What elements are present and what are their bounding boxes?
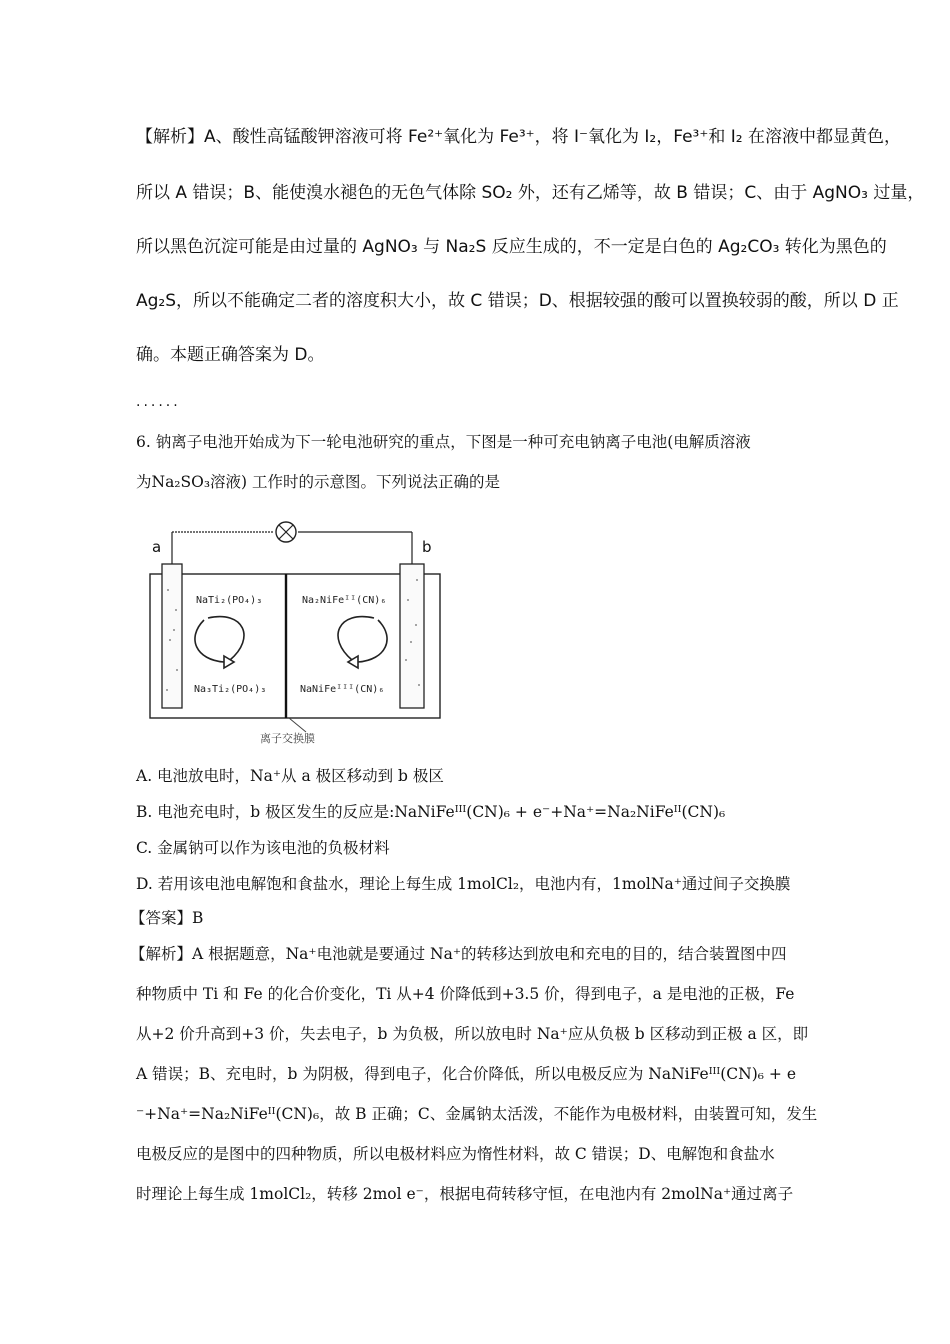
question-stem-line-2: 为Na₂SO₃溶液) 工作时的示意图。下列说法正确的是	[136, 473, 501, 491]
analysis-line-7: 时理论上每生成 1molCl₂，转移 2mol e⁻，根据电荷转移守恒，在电池内有 2molNa⁺通过离子	[136, 1185, 794, 1203]
left-cycle-arrow-icon	[195, 617, 244, 668]
answer: 【答案】B	[130, 909, 204, 927]
analysis-line-1: 【解析】A 根据题意，Na⁺电池就是要通过 Na⁺的转移达到放电和充电的目的，结合装置图中四	[130, 945, 787, 963]
electrode-b-label: b	[422, 538, 432, 556]
right-cycle-arrow-icon	[338, 617, 387, 668]
question-stem-line-1: 6. 钠离子电池开始成为下一轮电池研究的重点，下图是一种可充电钠离子电池(电解质溶液	[136, 433, 751, 451]
electrode-a-label: a	[152, 538, 162, 556]
analysis-prev-line-4: Ag₂S，所以不能确定二者的溶度积大小，故 C 错误；D、根据较强的酸可以置换较弱的酸，所以 D 正	[136, 291, 899, 311]
analysis-line-6: 电极反应的是图中的四种物质，所以电极材料应为惰性材料，故 C 错误；D、电解饱和食盐水	[136, 1145, 775, 1163]
lamp-icon	[276, 522, 296, 542]
analysis-line-2: 种物质中 Ti 和 Fe 的化合价变化，Ti 从+4 价降低到+3.5 价，得到电子，a 是电池的正极，Fe	[136, 985, 795, 1003]
battery-diagram	[146, 510, 446, 750]
analysis-prev-line-5: 确。本题正确答案为 D。	[136, 345, 325, 365]
analysis-line-5: ⁻+Na⁺=Na₂NiFeᴵᴵ(CN)₆，故 B 正确；C、金属钠太活泼，不能作为电极材料，由装置可知，发生	[136, 1105, 818, 1123]
left-bottom-compound: Na₃Ti₂(PO₄)₃	[194, 684, 267, 695]
analysis-line-4: A 错误；B、充电时，b 为阴极，得到电子，化合价降低，所以电极反应为 NaNiFeᴵᴵᴵ(CN)₆ + e	[136, 1065, 796, 1083]
option-b: B. 电池充电时，b 极区发生的反应是:NaNiFeᴵᴵᴵ(CN)₆ + e⁻+Na⁺=Na₂NiFeᴵᴵ(CN)₆	[136, 803, 726, 821]
analysis-line-3: 从+2 价升高到+3 价，失去电子，b 为负极，所以放电时 Na⁺应从负极 b 区移动到正极 a 区，即	[136, 1025, 809, 1043]
right-top-compound: Na₂NiFeᴵᴵ(CN)₆	[302, 595, 387, 606]
right-bottom-compound: NaNiFeᴵᴵᴵ(CN)₆	[300, 684, 385, 695]
option-a: A. 电池放电时，Na⁺从 a 极区移动到 b 极区	[136, 767, 444, 785]
analysis-prev-line-2: 所以 A 错误；B、能使溴水褪色的无色气体除 SO₂ 外，还有乙烯等，故 B 错误；C、由于 AgNO₃ 过量，	[136, 183, 925, 203]
option-c: C. 金属钠可以作为该电池的负极材料	[136, 839, 390, 857]
analysis-prev-line-1: 【解析】A、酸性高锰酸钾溶液可将 Fe²⁺氧化为 Fe³⁺，将 I⁻氧化为 I₂，Fe³⁺和 I₂ 在溶液中都显黄色，	[136, 127, 901, 147]
membrane-caption: 离子交换膜	[260, 732, 315, 745]
option-d: D. 若用该电池电解饱和食盐水，理论上每生成 1molCl₂，电池内有，1molNa⁺通过间子交换膜	[136, 875, 791, 893]
ellipsis: ......	[136, 394, 181, 410]
left-top-compound: NaTi₂(PO₄)₃	[196, 595, 263, 606]
analysis-prev-line-3: 所以黑色沉淀可能是由过量的 AgNO₃ 与 Na₂S 反应生成的，不一定是白色的 Ag₂CO₃ 转化为黑色的	[136, 237, 887, 257]
